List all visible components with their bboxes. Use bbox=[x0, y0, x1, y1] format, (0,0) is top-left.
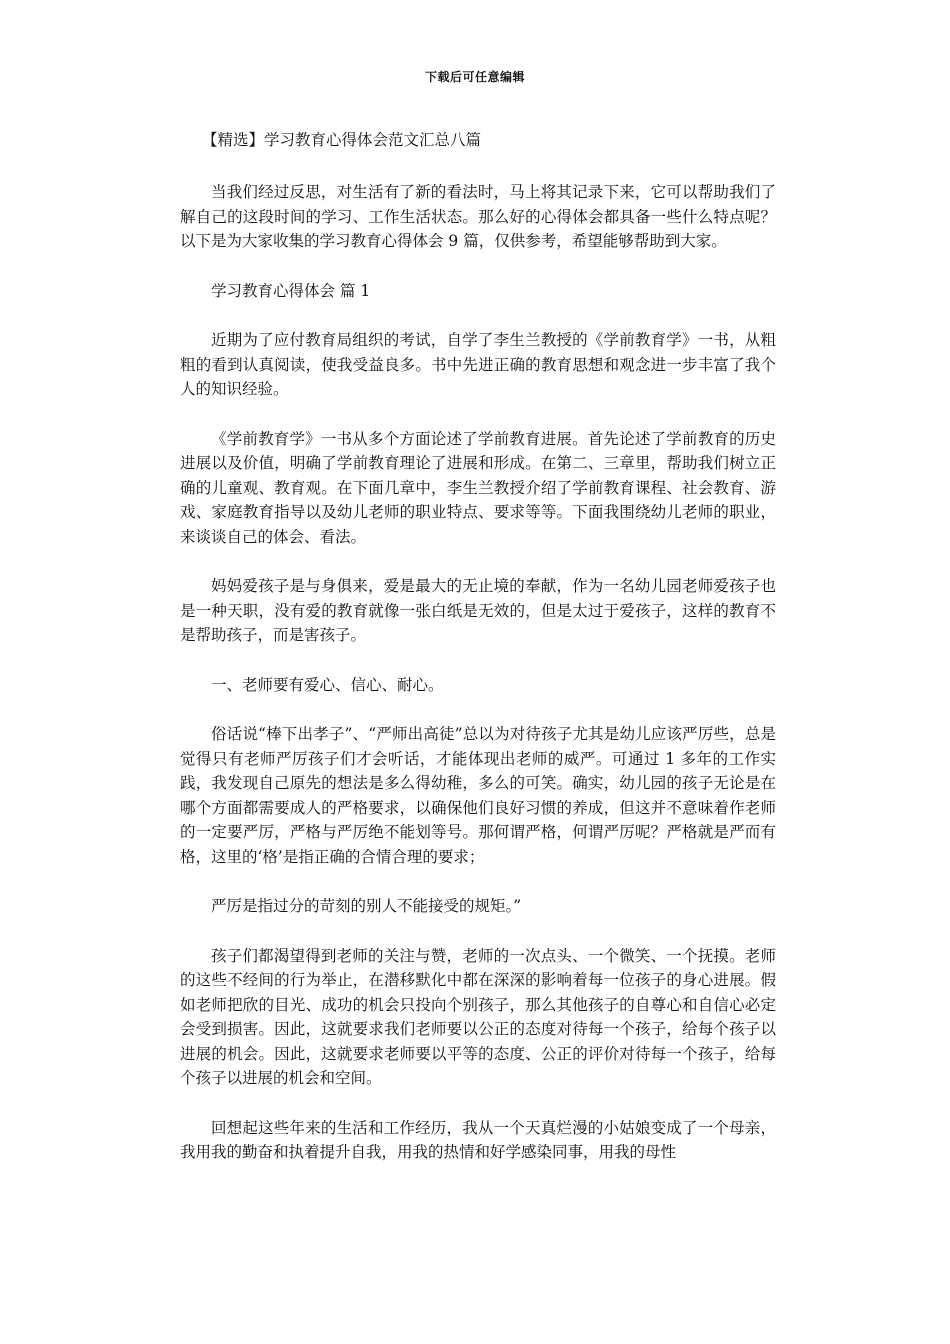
intro-paragraph: 当我们经过反思，对生活有了新的看法时，马上将其记录下来，它可以帮助我们了解自己的这段时间的学习、工作生活状态。那么好的心得体会都具备一些什么特点呢？以下是为大家收集的学习教育心得体会 9 篇，仅供参考，希望能够帮助到大家。 bbox=[180, 183, 776, 250]
subsection-heading: 一、老师要有爱心、信心、耐心。 bbox=[211, 675, 444, 694]
body-paragraph: 近期为了应付教育局组织的考试，自学了李生兰教授的《学前教育学》一书，从粗粗的看到认真阅读，使我受益良多。书中先进正确的教育思想和观念进一步丰富了我个人的知识经验。 bbox=[180, 331, 776, 398]
body-paragraph: 《学前教育学》一书从多个方面论述了学前教育进展。首先论述了学前教育的历史进展以及价值，明确了学前教育理论了进展和形成。在第二、三章里，帮助我们树立正确的儿童观、教育观。在下面几章中，李生兰教授介绍了学前教育课程、社会教育、游戏、家庭教育指导以及幼儿老师的职业特点、要求等等。下面我围绕幼儿老师的职业，来谈谈自己的体会、看法。 bbox=[180, 429, 776, 546]
body-paragraph: 孩子们都渴望得到老师的关注与赞，老师的一次点头、一个微笑、一个抚摸。老师的这些不经间的行为举止，在潜移默化中都在深深的影响着每一位孩子的身心进展。假如老师把欣的目光、成功的机会只投向个别孩子，那么其他孩子的自尊心和自信心必定会受到损害。因此，这就要求我们老师要以公正的态度对待每一个孩子，给每个孩子以进展的机会。因此，这就要求老师要以平等的态度、公正的评价对待每一个孩子，给每个孩子以进展的机会和空间。 bbox=[180, 946, 776, 1087]
body-paragraph: 严厉是指过分的苛刻的别人不能接受的规矩。” bbox=[211, 897, 522, 915]
body-paragraph: 回想起这些年来的生活和工作经历，我从一个天真烂漫的小姑娘变成了一个母亲，我用我的勤奋和执着提升自我，用我的热情和好学感染同事，用我的母性 bbox=[180, 1118, 776, 1161]
body-paragraph: 俗话说“棒下出孝子”、“严师出高徒”总以为对待孩子尤其是幼儿应该严厉些，总是觉得只有老师严厉孩子们才会听话，才能体现出老师的威严。可通过 1 多年的工作实践，我发现自己原先的想法是多么得幼稚，多么的可笑。确实，幼儿园的孩子无论是在哪个方面都需要成人的严格要求，以确保他们良好习惯的养成，但这并不意味着作老师的一定要严厉，严格与严厉绝不能划等号。那何谓严格，何谓严厉呢？严格就是严而有格，这里的‘格’是指正确的合情合理的要求； bbox=[180, 725, 776, 866]
document-body bbox=[180, 128, 776, 1190]
section-heading: 学习教育心得体会 篇 1 bbox=[211, 281, 371, 300]
document-title: 【精选】学习教育心得体会范文汇总八篇 bbox=[202, 131, 482, 149]
page-header: 下载后可任意编辑 bbox=[424, 70, 525, 84]
body-paragraph: 妈妈爱孩子是与身俱来，爱是最大的无止境的奉献，作为一名幼儿园老师爱孩子也是一种天职，没有爱的教育就像一张白纸是无效的，但是太过于爱孩子，这样的教育不是帮助孩子，而是害孩子。 bbox=[180, 577, 776, 644]
